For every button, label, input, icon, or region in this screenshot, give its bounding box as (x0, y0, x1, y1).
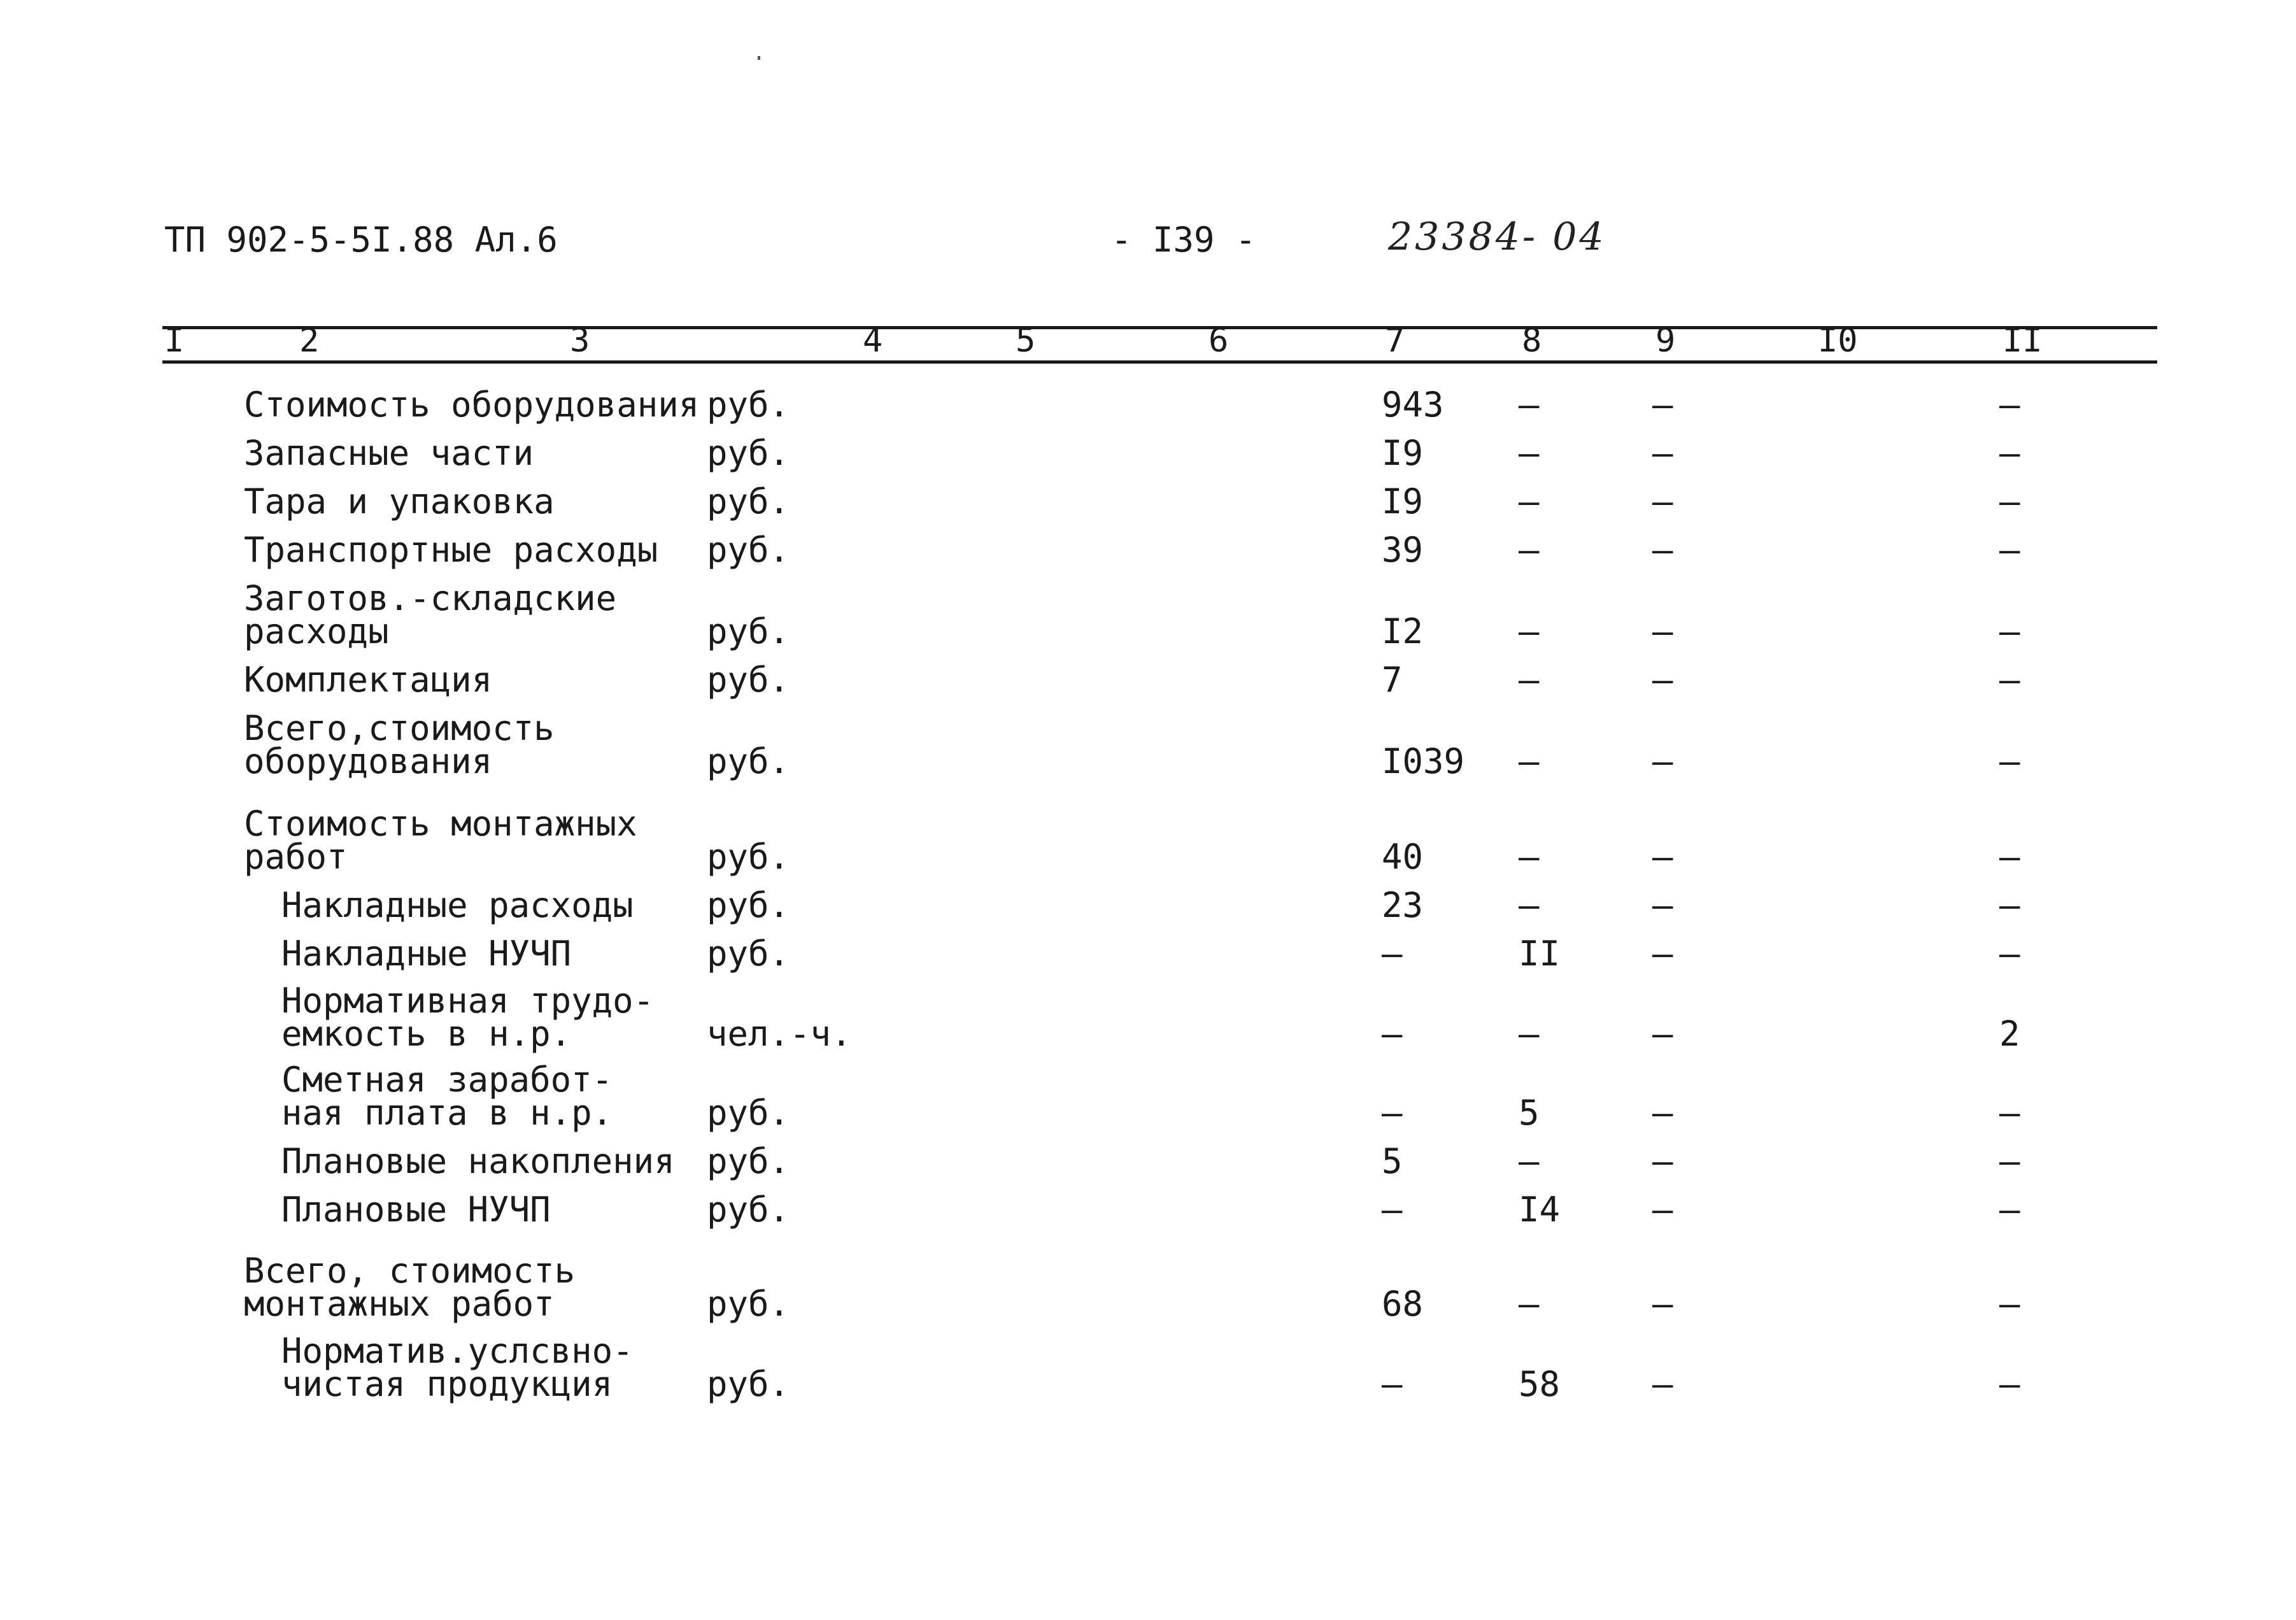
row-name: Комплектация (244, 660, 493, 700)
row-col7: I2 (1382, 611, 1424, 651)
row-name: Плановые НУЧП (281, 1190, 551, 1230)
row-col11: – (1999, 530, 2020, 570)
row-col9: – (1652, 1190, 1673, 1230)
row-unit: чел.-ч. (707, 1014, 852, 1054)
row-col11: – (1999, 1284, 2020, 1324)
row-col9: – (1652, 611, 1673, 651)
row-unit: руб. (707, 1364, 790, 1404)
row-col9: – (1652, 433, 1673, 473)
column-number-7: 7 (1385, 322, 1405, 360)
row-name: Стоимость оборудования (244, 385, 700, 425)
row-col7: 68 (1382, 1284, 1424, 1324)
row-col11: – (1999, 1141, 2020, 1181)
row-col9: – (1652, 385, 1673, 425)
row-unit: руб. (707, 837, 790, 877)
row-unit: руб. (707, 530, 790, 570)
row-unit: руб. (707, 481, 790, 522)
row-col7: 5 (1382, 1141, 1403, 1181)
row-col8: 58 (1519, 1364, 1561, 1404)
row-col9: – (1652, 530, 1673, 570)
row-col8: – (1519, 741, 1540, 781)
row-col8: – (1519, 660, 1540, 700)
row-unit: руб. (707, 1284, 790, 1324)
row-col8: – (1519, 611, 1540, 651)
row-col8: – (1519, 481, 1540, 522)
row-col7: 7 (1382, 660, 1403, 700)
row-name: Нормативная трудо- емкость в н.р. (281, 981, 655, 1054)
row-col11: – (1999, 934, 2020, 974)
row-name: Накладные НУЧП (281, 934, 572, 974)
row-col11: – (1999, 385, 2020, 425)
row-col11: – (1999, 1364, 2020, 1404)
row-unit: руб. (707, 934, 790, 974)
row-unit: руб. (707, 611, 790, 651)
row-unit: руб. (707, 385, 790, 425)
row-col9: – (1652, 934, 1673, 974)
page-number: - I39 - (1111, 220, 1256, 260)
row-col7: I039 (1382, 741, 1465, 781)
row-col7: I9 (1382, 481, 1424, 522)
row-col11: – (1999, 660, 2020, 700)
row-col7: – (1382, 1190, 1403, 1230)
row-col7: – (1382, 934, 1403, 974)
row-name: Всего,стоимость оборудования (244, 708, 555, 781)
row-col9: – (1652, 481, 1673, 522)
row-unit: руб. (707, 1190, 790, 1230)
row-col11: – (1999, 837, 2020, 877)
column-number-10: I0 (1818, 322, 1858, 360)
row-name: Заготов.-складские расходы (244, 578, 617, 651)
row-col11: – (1999, 885, 2020, 925)
scan-speck (758, 56, 760, 60)
row-col11: 2 (1999, 1014, 2020, 1054)
column-number-2: 2 (299, 322, 320, 360)
row-col7: I9 (1382, 433, 1424, 473)
column-number-8: 8 (1522, 322, 1542, 360)
document-code: ТП 902-5-5I.88 Ал.6 (164, 220, 558, 260)
column-number-9: 9 (1655, 322, 1676, 360)
column-number-5: 5 (1016, 322, 1036, 360)
row-unit: руб. (707, 885, 790, 925)
row-name: Запасные части (244, 433, 534, 473)
row-col8: – (1519, 885, 1540, 925)
row-name: Всего, стоимость монтажных работ (244, 1251, 576, 1324)
column-number-1: I (164, 322, 185, 360)
handwritten-number: 23384- 04 (1388, 215, 1606, 259)
row-col9: – (1652, 741, 1673, 781)
row-col7: 943 (1382, 385, 1444, 425)
row-col9: – (1652, 1284, 1673, 1324)
row-col7: – (1382, 1014, 1403, 1054)
row-name: Стоимость монтажных работ (244, 804, 637, 877)
row-col8: – (1519, 837, 1540, 877)
page-header (0, 215, 2296, 271)
column-number-6: 6 (1208, 322, 1229, 360)
row-name: Норматив.услсвно- чистая продукция (281, 1331, 634, 1404)
row-col7: – (1382, 1364, 1403, 1404)
row-name: Накладные расходы (281, 885, 634, 925)
row-col9: – (1652, 837, 1673, 877)
row-col11: – (1999, 481, 2020, 522)
row-col9: – (1652, 1014, 1673, 1054)
row-name: Плановые накопления (281, 1141, 675, 1181)
row-col8: – (1519, 433, 1540, 473)
row-unit: руб. (707, 433, 790, 473)
row-unit: руб. (707, 1093, 790, 1133)
row-col9: – (1652, 1093, 1673, 1133)
row-col8: – (1519, 1014, 1540, 1054)
column-number-11: II (2002, 322, 2043, 360)
column-number-4: 4 (863, 322, 883, 360)
row-col9: – (1652, 1141, 1673, 1181)
row-col11: – (1999, 1190, 2020, 1230)
row-col9: – (1652, 885, 1673, 925)
row-unit: руб. (707, 741, 790, 781)
row-name: Сметная заработ- ная плата в н.р. (281, 1060, 613, 1133)
row-name: Транспортные расходы (244, 530, 658, 570)
row-col8: II (1519, 934, 1561, 974)
row-col8: – (1519, 385, 1540, 425)
table-top-rule (162, 326, 2157, 329)
row-col11: – (1999, 1093, 2020, 1133)
row-col11: – (1999, 741, 2020, 781)
row-col7: – (1382, 1093, 1403, 1133)
row-col9: – (1652, 1364, 1673, 1404)
row-col8: – (1519, 1141, 1540, 1181)
column-number-3: 3 (570, 322, 590, 360)
row-col11: – (1999, 611, 2020, 651)
row-col7: 40 (1382, 837, 1424, 877)
row-col8: I4 (1519, 1190, 1561, 1230)
row-col7: 39 (1382, 530, 1424, 570)
table-header-rule (162, 360, 2157, 364)
row-col8: 5 (1519, 1093, 1540, 1133)
row-col8: – (1519, 1284, 1540, 1324)
row-unit: руб. (707, 1141, 790, 1181)
row-unit: руб. (707, 660, 790, 700)
row-col9: – (1652, 660, 1673, 700)
row-name: Тара и упаковка (244, 481, 555, 522)
row-col8: – (1519, 530, 1540, 570)
row-col11: – (1999, 433, 2020, 473)
row-col7: 23 (1382, 885, 1424, 925)
